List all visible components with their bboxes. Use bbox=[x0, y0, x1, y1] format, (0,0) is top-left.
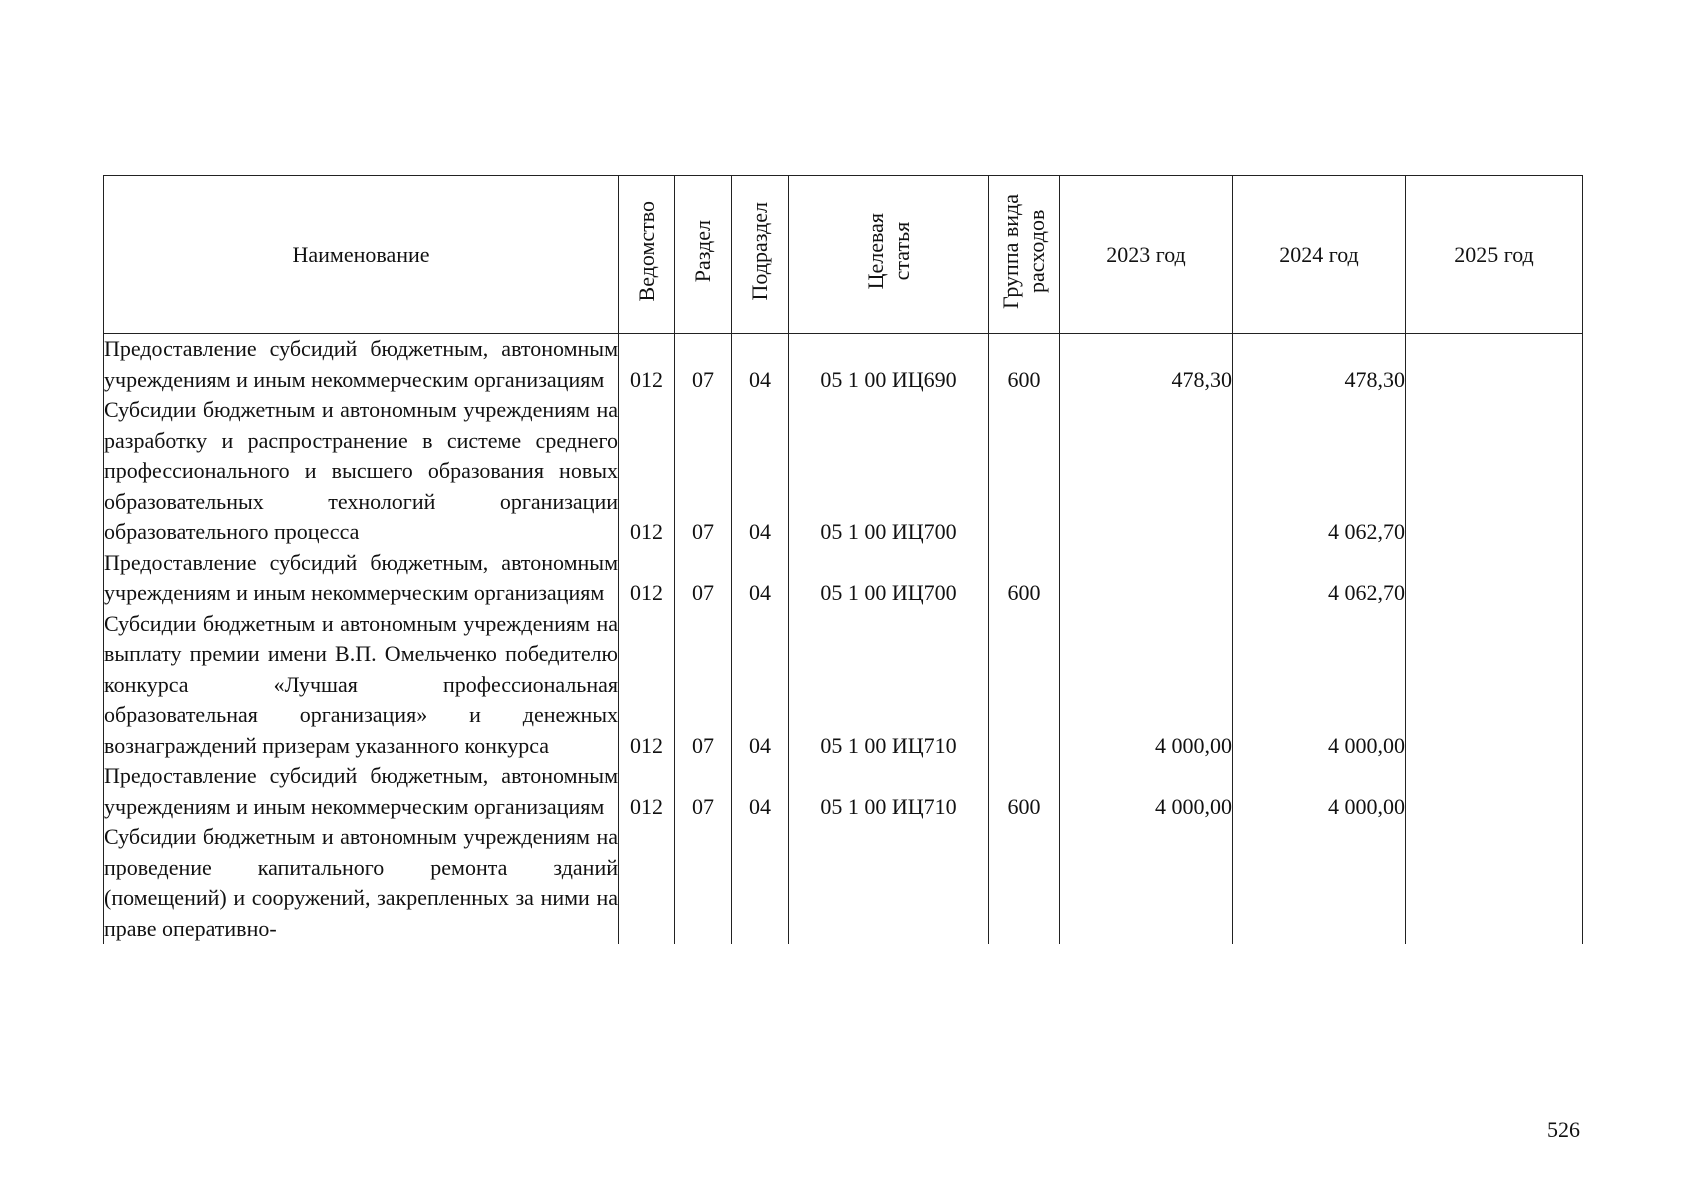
row-name: Предоставление субсидий бюджетным, автономным учреждениям и иным некоммерческим организациям bbox=[104, 334, 619, 396]
header-department: Ведомство bbox=[619, 176, 675, 334]
row-department: 012 bbox=[619, 334, 675, 396]
row-expense-group bbox=[989, 395, 1060, 548]
row-name: Субсидии бюджетным и автономным учреждениям на выплату премии имени В.П. Омельченко победителю конкурса «Лучшая профессиональная образовательная организация» и денежных вознаграждений призерам указанного конкурса bbox=[104, 609, 619, 762]
row-section bbox=[675, 822, 732, 944]
row-expense-group bbox=[989, 609, 1060, 762]
row-2023: 478,30 bbox=[1060, 334, 1233, 396]
row-subsection: 04 bbox=[732, 609, 789, 762]
row-2023: 4 000,00 bbox=[1060, 609, 1233, 762]
row-2023 bbox=[1060, 395, 1233, 548]
row-target-article: 05 1 00 ИЦ700 bbox=[789, 548, 989, 609]
header-subsection: Подраздел bbox=[732, 176, 789, 334]
row-subsection: 04 bbox=[732, 334, 789, 396]
row-target-article: 05 1 00 ИЦ690 bbox=[789, 334, 989, 396]
row-department: 012 bbox=[619, 548, 675, 609]
row-2023 bbox=[1060, 548, 1233, 609]
table-row bbox=[104, 822, 1583, 944]
row-department bbox=[619, 822, 675, 944]
table-row bbox=[104, 548, 1583, 609]
row-name: Предоставление субсидий бюджетным, автономным учреждениям и иным некоммерческим организациям bbox=[104, 548, 619, 609]
row-expense-group: 600 bbox=[989, 761, 1060, 822]
row-expense-group: 600 bbox=[989, 334, 1060, 396]
row-2025 bbox=[1406, 334, 1583, 396]
row-section: 07 bbox=[675, 395, 732, 548]
row-target-article: 05 1 00 ИЦ700 bbox=[789, 395, 989, 548]
table-row bbox=[104, 334, 1583, 396]
header-expense-group: Группа вида расходов bbox=[989, 176, 1060, 334]
row-2025 bbox=[1406, 548, 1583, 609]
row-department: 012 bbox=[619, 761, 675, 822]
header-2023: 2023 год bbox=[1060, 176, 1233, 334]
row-expense-group: 600 bbox=[989, 548, 1060, 609]
row-2024: 4 000,00 bbox=[1233, 609, 1406, 762]
row-2024: 4 062,70 bbox=[1233, 548, 1406, 609]
row-2024: 4 000,00 bbox=[1233, 761, 1406, 822]
row-target-article bbox=[789, 822, 989, 944]
row-department: 012 bbox=[619, 395, 675, 548]
row-subsection: 04 bbox=[732, 761, 789, 822]
row-name: Предоставление субсидий бюджетным, автономным учреждениям и иным некоммерческим организациям bbox=[104, 761, 619, 822]
header-2024: 2024 год bbox=[1233, 176, 1406, 334]
row-section: 07 bbox=[675, 548, 732, 609]
row-section: 07 bbox=[675, 609, 732, 762]
row-subsection: 04 bbox=[732, 548, 789, 609]
row-2023: 4 000,00 bbox=[1060, 761, 1233, 822]
row-2025 bbox=[1406, 395, 1583, 548]
row-2024: 4 062,70 bbox=[1233, 395, 1406, 548]
row-target-article: 05 1 00 ИЦ710 bbox=[789, 609, 989, 762]
row-subsection bbox=[732, 822, 789, 944]
row-target-article: 05 1 00 ИЦ710 bbox=[789, 761, 989, 822]
header-target-article: Целевая статья bbox=[789, 176, 989, 334]
row-2025 bbox=[1406, 609, 1583, 762]
row-department: 012 bbox=[619, 609, 675, 762]
row-subsection: 04 bbox=[732, 395, 789, 548]
row-2025 bbox=[1406, 822, 1583, 944]
row-section: 07 bbox=[675, 334, 732, 396]
row-section: 07 bbox=[675, 761, 732, 822]
row-2024 bbox=[1233, 822, 1406, 944]
page-number: 526 bbox=[1547, 1117, 1580, 1142]
table-row bbox=[104, 395, 1583, 548]
row-name: Субсидии бюджетным и автономным учреждениям на проведение капитального ремонта зданий (помещений) и сооружений, закрепленных за ними на праве оперативно- bbox=[104, 822, 619, 944]
row-2023 bbox=[1060, 822, 1233, 944]
header-name: Наименование bbox=[104, 176, 619, 334]
table-row bbox=[104, 609, 1583, 762]
table-row bbox=[104, 761, 1583, 822]
row-2025 bbox=[1406, 761, 1583, 822]
header-2025: 2025 год bbox=[1406, 176, 1583, 334]
header-section: Раздел bbox=[675, 176, 732, 334]
row-name: Субсидии бюджетным и автономным учреждениям на разработку и распространение в системе среднего профессионального и высшего образования новых образовательных технологий организации образовательного процесса bbox=[104, 395, 619, 548]
row-2024: 478,30 bbox=[1233, 334, 1406, 396]
budget-table bbox=[103, 175, 1583, 944]
row-expense-group bbox=[989, 822, 1060, 944]
header-row bbox=[104, 176, 1583, 334]
